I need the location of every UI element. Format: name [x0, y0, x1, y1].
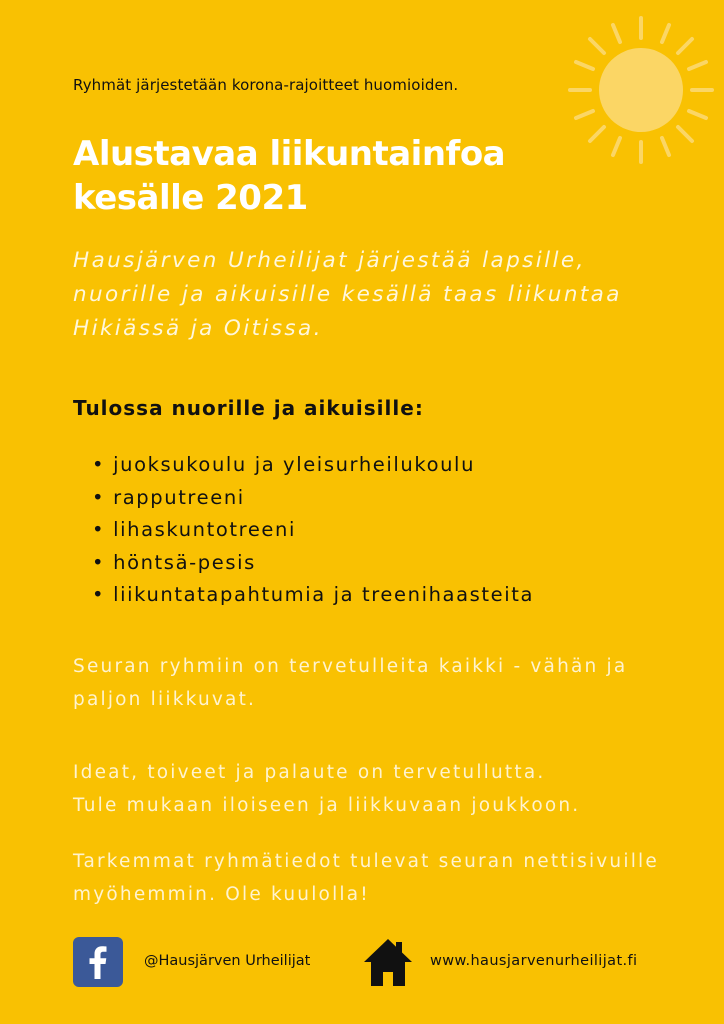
- page-title: [73, 132, 593, 220]
- lead-paragraph: Hausjärven Urheilijat järjestää lapsille, nuorille ja aikuisille kesällä taas liikuntaa Hikiässä ja Oitissa.: [73, 248, 622, 341]
- feedback-line-2: Tule mukaan iloiseen ja liikkuvaan joukkoon.: [73, 795, 581, 816]
- info-paragraph: Tarkemmat ryhmätiedot tulevat seuran nettisivuille myöhemmin. Ole kuulolla!: [73, 851, 659, 905]
- welcome-paragraph: Seuran ryhmiin on tervetulleita kaikki - vähän ja paljon liikkuvat.: [73, 656, 628, 710]
- activities-list: [92, 449, 534, 612]
- list-item: • liikuntatapahtumia ja treenihaasteita: [92, 579, 534, 612]
- feedback-paragraph: [73, 756, 693, 822]
- list-item: • juoksukoulu ja yleisurheilukoulu: [92, 449, 534, 482]
- activities-heading: Tulossa nuorille ja aikuisille:: [73, 396, 424, 420]
- home-icon: [362, 936, 414, 988]
- title-line-2: kesälle 2021: [73, 178, 308, 218]
- facebook-icon[interactable]: [73, 937, 123, 987]
- list-item: • lihaskuntotreeni: [92, 514, 534, 547]
- feedback-line-1: Ideat, toiveet ja palaute on tervetullutta.: [73, 762, 546, 783]
- website-link[interactable]: www.hausjarvenurheilijat.fi: [430, 953, 638, 969]
- list-item: • höntsä-pesis: [92, 547, 534, 580]
- facebook-handle[interactable]: @Hausjärven Urheilijat: [144, 953, 311, 969]
- title-line-1: Alustavaa liikuntainfoa: [73, 134, 506, 174]
- list-item: • rapputreeni: [92, 482, 534, 515]
- header-note: Ryhmät järjestetään korona-rajoitteet huomioiden.: [73, 76, 459, 94]
